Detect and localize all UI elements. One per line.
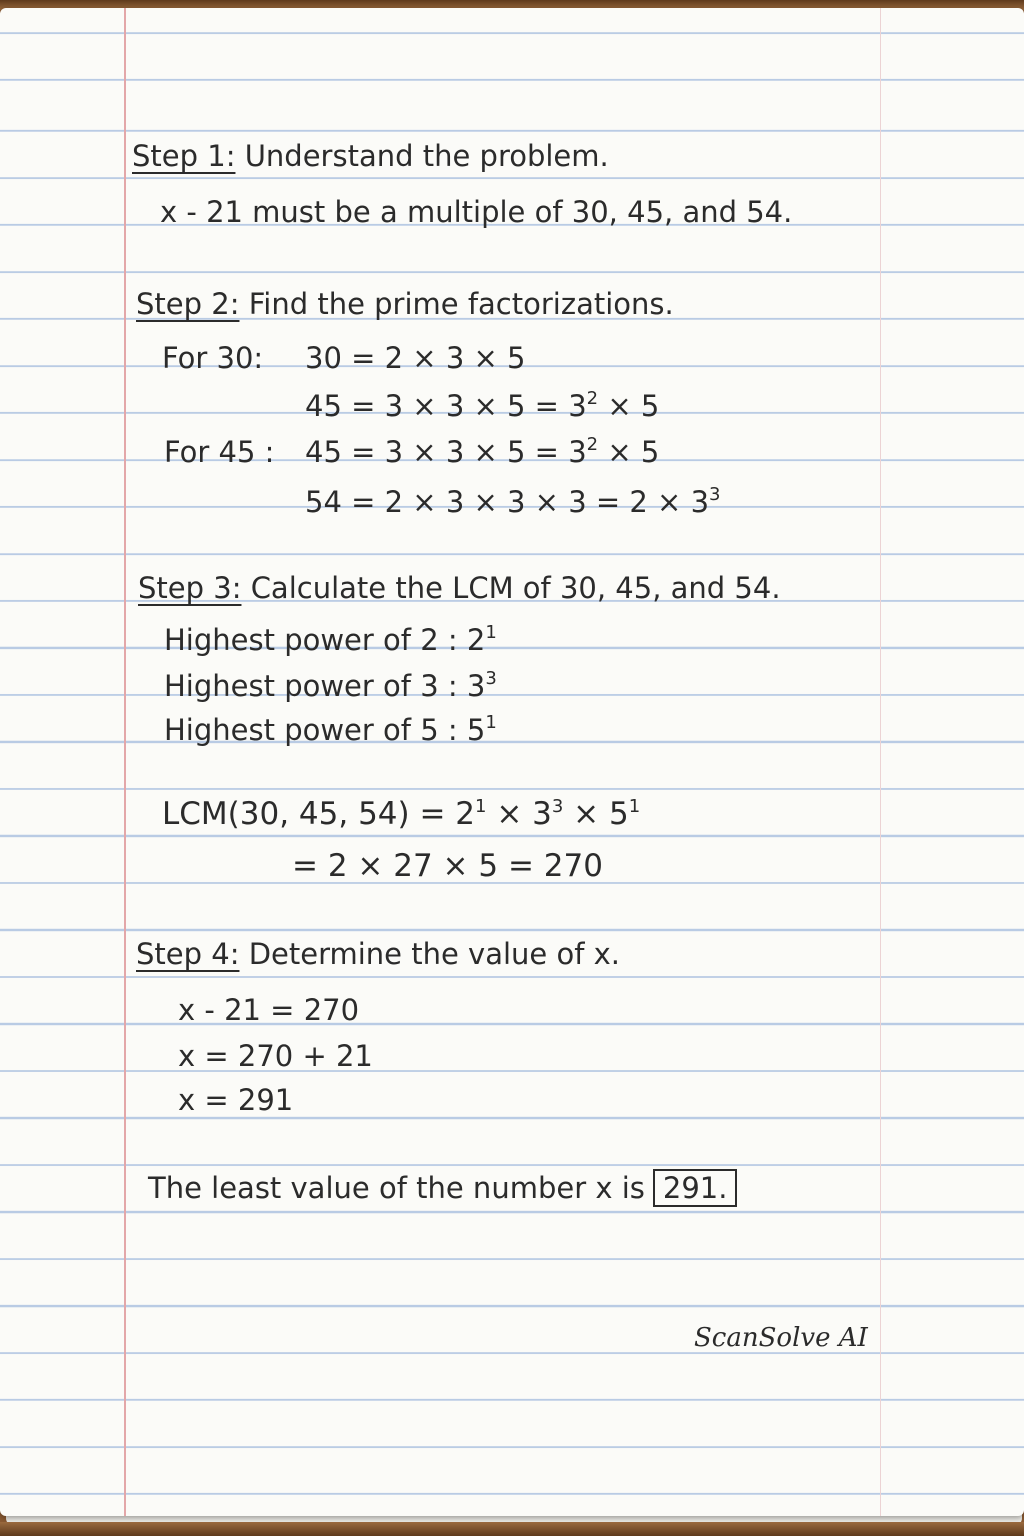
lcm-expression: LCM(30, 45, $54) = 2^1 \times 3^3 \times 5^1$ [162, 796, 641, 832]
step3-title: Calculate the LCM of 30, 45, and 54. [250, 571, 781, 605]
step2-prefix-30: For 30: [162, 341, 264, 375]
equation-line-2: x = 270 + 21 [178, 1039, 373, 1073]
step4-heading [136, 936, 620, 972]
step1-body: x - 21 must be a multiple of 30, 45, and 54. [160, 195, 793, 229]
factorization-54: $54 = 2 \times 3 \times 3 \times 3 = 2 \times 3^3$ [305, 484, 721, 519]
notebook-page [0, 8, 1024, 1516]
factorization-30: 30 = 2 × 3 × 5 [305, 341, 526, 375]
step2-title: Find the prime factorizations. [248, 287, 674, 321]
factorization-45-b: $45 = 3 \times 3 \times 5 = 3^2 \times 5$ [305, 434, 660, 469]
equation-line-3: x = 291 [178, 1083, 294, 1117]
step3-heading [138, 570, 781, 606]
signature: ScanSolve AI [694, 1323, 868, 1353]
factorization-45-a: $45 = 3 \times 3 \times 5 = 3^2 \times 5$ [305, 388, 660, 423]
step4-title: Determine the value of x. [248, 937, 621, 971]
step2-label: Step 2: [136, 287, 240, 321]
highest-power-5: Highest power of 5 : $5^1$ [164, 712, 497, 747]
step1-heading [132, 138, 609, 174]
table-surface-bottom [0, 1522, 1024, 1536]
step1-title: Understand the problem. [244, 139, 609, 173]
margin-line [124, 8, 126, 1516]
conclusion [148, 1170, 737, 1206]
answer-box: 291. [653, 1169, 738, 1207]
step3-label: Step 3: [138, 571, 242, 605]
step2-heading [136, 286, 674, 322]
equation-line-1: x - 21 = 270 [178, 993, 360, 1027]
step1-label: Step 1: [132, 139, 236, 173]
conclusion-text: The least value of the number x is [148, 1171, 645, 1205]
highest-power-3: Highest power of 3 : $3^3$ [164, 668, 497, 703]
highest-power-2: Highest power of 2 : $2^1$ [164, 622, 497, 657]
step4-label: Step 4: [136, 937, 240, 971]
right-margin-line [880, 8, 881, 1516]
lcm-result: = 2 × 27 × 5 = 270 [292, 848, 603, 884]
step2-prefix-45: For 45 : [164, 435, 275, 469]
